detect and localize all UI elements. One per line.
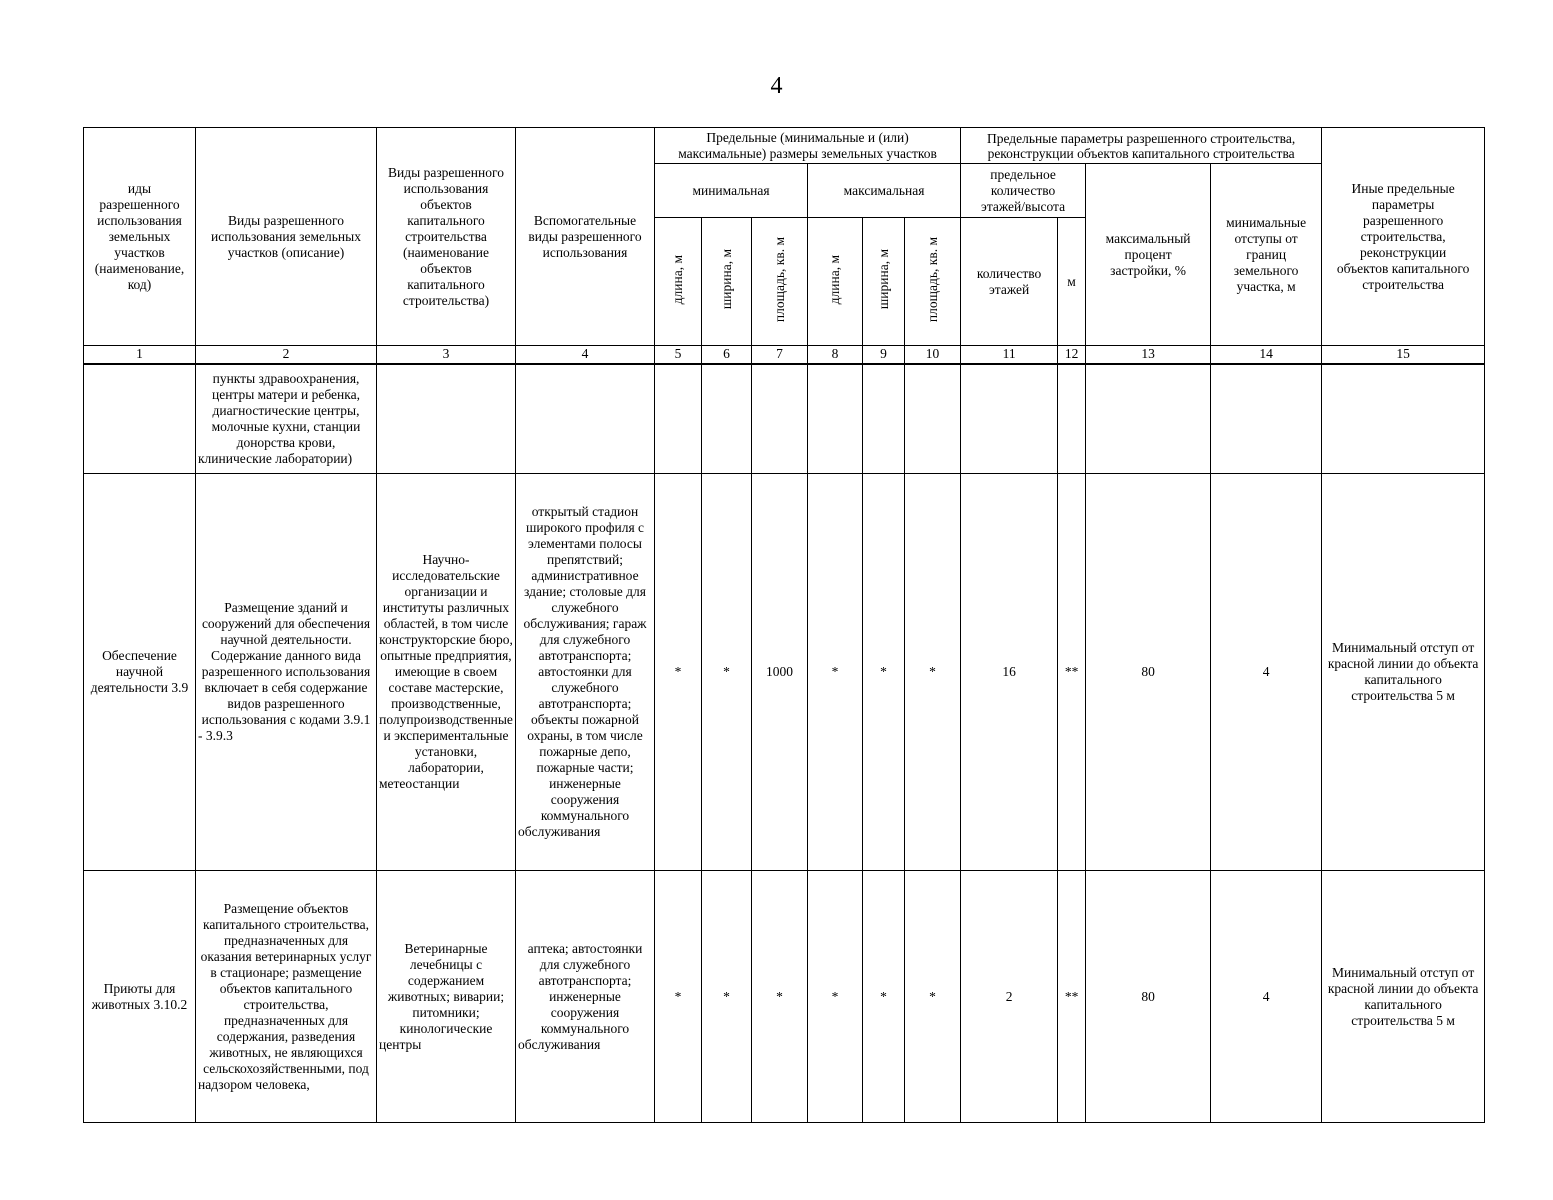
column-number: 3 [377,346,516,364]
header-floors-height: предельное количество этажей/высота [961,164,1086,218]
column-number: 2 [196,346,377,364]
value-cell [1058,364,1086,474]
value-cell: * [655,474,702,871]
value-cell [961,364,1058,474]
value-cell: 4 [1211,474,1322,871]
header-col3: Виды разрешенного использования объектов капитального строительства (наименование объектов капитального строительства) [377,128,516,346]
value-cell [863,364,905,474]
header-min-setback: минимальные отступы от границ земельного участка, м [1211,164,1322,346]
row-other-params [1322,364,1485,474]
value-cell: ** [1058,474,1086,871]
header-col4: Вспомогательные виды разрешенного использования [516,128,655,346]
value-cell: * [808,871,863,1123]
row-other-params: Минимальный отступ от красной линии до объекта капитального строительства 5 м [1322,474,1485,871]
value-cell: * [702,474,752,871]
header-floors-count: количество этажей [961,218,1058,346]
value-cell: * [863,474,905,871]
value-cell [1211,364,1322,474]
header-max-length: длина, м [808,218,863,346]
page-number: 4 [770,73,783,99]
value-cell [1086,364,1211,474]
column-number: 12 [1058,346,1086,364]
column-number: 5 [655,346,702,364]
header-max-percent: максимальный процент застройки, % [1086,164,1211,346]
value-cell [905,364,961,474]
column-number: 14 [1211,346,1322,364]
value-cell: 1000 [752,474,808,871]
value-cell: * [752,871,808,1123]
header-meters: м [1058,218,1086,346]
value-cell [702,364,752,474]
column-number: 10 [905,346,961,364]
value-cell: * [702,871,752,1123]
header-max: максимальная [808,164,961,218]
row-capital-objects: Научно-исследовательские организации и институты различных областей, в том числе конструкторские бюро, опытные предприятия, имеющие в своем составе мастерские, производственные, полупроизводственные и экспериментальные установки, лаборатории, метеостанции [377,474,516,871]
value-cell: * [863,871,905,1123]
column-number: 6 [702,346,752,364]
row-auxiliary-uses: аптека; автостоянки для служебного автотранспорта; инженерные сооружения коммунального обслуживания [516,871,655,1123]
header-col2: Виды разрешенного использования земельных участков (описание) [196,128,377,346]
column-number-row [84,346,1485,364]
header-group-params: Предельные параметры разрешенного строительства, реконструкции объектов капитального строительства [961,128,1322,164]
row-auxiliary-uses [516,364,655,474]
header-other: Иные предельные параметры разрешенного строительства, реконструкции объектов капитального строительства [1322,128,1485,346]
row-land-use-name: Приюты для животных 3.10.2 [84,871,196,1123]
table-row [84,474,1485,871]
row-land-use-name [84,364,196,474]
value-cell: 80 [1086,871,1211,1123]
value-cell: * [905,871,961,1123]
value-cell [808,364,863,474]
header-max-width: ширина, м [863,218,905,346]
value-cell: 2 [961,871,1058,1123]
value-cell: 4 [1211,871,1322,1123]
header-group-sizes: Предельные (минимальные и (или) максимальные) размеры земельных участков [655,128,961,164]
value-cell [752,364,808,474]
column-number: 7 [752,346,808,364]
table-row [84,871,1485,1123]
row-auxiliary-uses: открытый стадион широкого профиля с элементами полосы препятствий; административное здание; столовые для служебного обслуживания; гараж для служебного автотранспорта; автостоянки для служебного автотранспорта; объекты пожарной охраны, в том числе пожарные депо, пожарные части; инженерные сооружения коммунального обслуживания [516,474,655,871]
column-number: 8 [808,346,863,364]
value-cell: 16 [961,474,1058,871]
row-land-use-description: пункты здравоохранения, центры матери и ребенка, диагностические центры, молочные кухни, станции донорства крови, клинические лаборатории) [196,364,377,474]
row-other-params: Минимальный отступ от красной линии до объекта капитального строительства 5 м [1322,871,1485,1123]
row-land-use-description: Размещение объектов капитального строительства, предназначенных для оказания ветеринарных услуг в стационаре; размещение объектов капитального строительства, предназначенных для содержания, разведения животных, не являющихся сельскохозяйственными, под надзором человека, [196,871,377,1123]
column-number: 9 [863,346,905,364]
value-cell: ** [1058,871,1086,1123]
row-land-use-name: Обеспечение научной деятельности 3.9 [84,474,196,871]
column-number: 13 [1086,346,1211,364]
column-number: 1 [84,346,196,364]
row-capital-objects: Ветеринарные лечебницы с содержанием животных; виварии; питомники; кинологические центры [377,871,516,1123]
header-min: минимальная [655,164,808,218]
column-number: 15 [1322,346,1485,364]
header-min-area: площадь, кв. м [752,218,808,346]
value-cell [655,364,702,474]
column-number: 4 [516,346,655,364]
land-use-table [83,127,1485,1123]
row-land-use-description: Размещение зданий и сооружений для обеспечения научной деятельности. Содержание данного вида разрешенного использования включает в себя содержание видов разрешенного использования с кодами 3.9.1 - 3.9.3 [196,474,377,871]
header-col1: иды разрешенного использования земельных участков (наименование, код) [84,128,196,346]
row-capital-objects [377,364,516,474]
column-number: 11 [961,346,1058,364]
value-cell: * [655,871,702,1123]
value-cell: * [905,474,961,871]
table-row [84,364,1485,474]
header-max-area: площадь, кв. м [905,218,961,346]
value-cell: * [808,474,863,871]
header-min-width: ширина, м [702,218,752,346]
value-cell: 80 [1086,474,1211,871]
header-min-length: длина, м [655,218,702,346]
